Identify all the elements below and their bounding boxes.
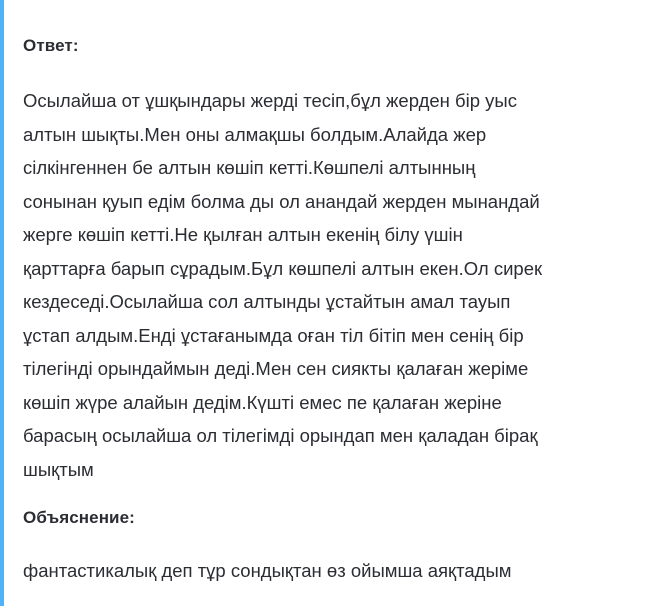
explanation-heading: Объяснение: [23,508,135,527]
answer-line: жерге көшіп кетті.Не қылған алтын екенің білу үшін [23,224,463,245]
answer-line: тілегінді орындаймын деді.Мен сен сиякты қалаған жеріме [23,358,529,379]
answer-text [23,84,653,486]
answer-line: ұстап алдым.Енді ұстағанымда оған тіл бітіп мен сенің бір [23,324,524,346]
answer-line: алтын шықты.Мен оны алмақшы болдым.Алайда жер [23,123,487,145]
answer-line: сілкінгеннен бе алтын көшіп кетті.Көшпелі алтынның [23,157,476,178]
answer-line: Осылайша от ұшқындары жерді тесіп,бұл жерден бір уыс [23,90,517,111]
answer-line: шықтым [23,458,94,480]
answer-heading: Ответ: [23,36,79,55]
explanation-text: фантастикалық деп тұр сондықтан өз ойымша аяқтадым [23,560,512,581]
answer-line: сонынан қуып едім болма ды ол анандай жерден мынандай [23,190,540,212]
answer-line: қарттарға барып сұрадым.Бұл көшпелі алтын екен.Ол сирек [23,257,543,279]
answer-line: кездеседі.Осылайша сол алтынды ұстайтын амал тауып [23,291,511,312]
answer-line: көшіп жүре алайын дедім.Күшті емес пе қалаған жеріне [23,391,502,413]
answer-line: барасың осылайша ол тілегімді орындап мен қаладан бірақ [23,425,538,446]
